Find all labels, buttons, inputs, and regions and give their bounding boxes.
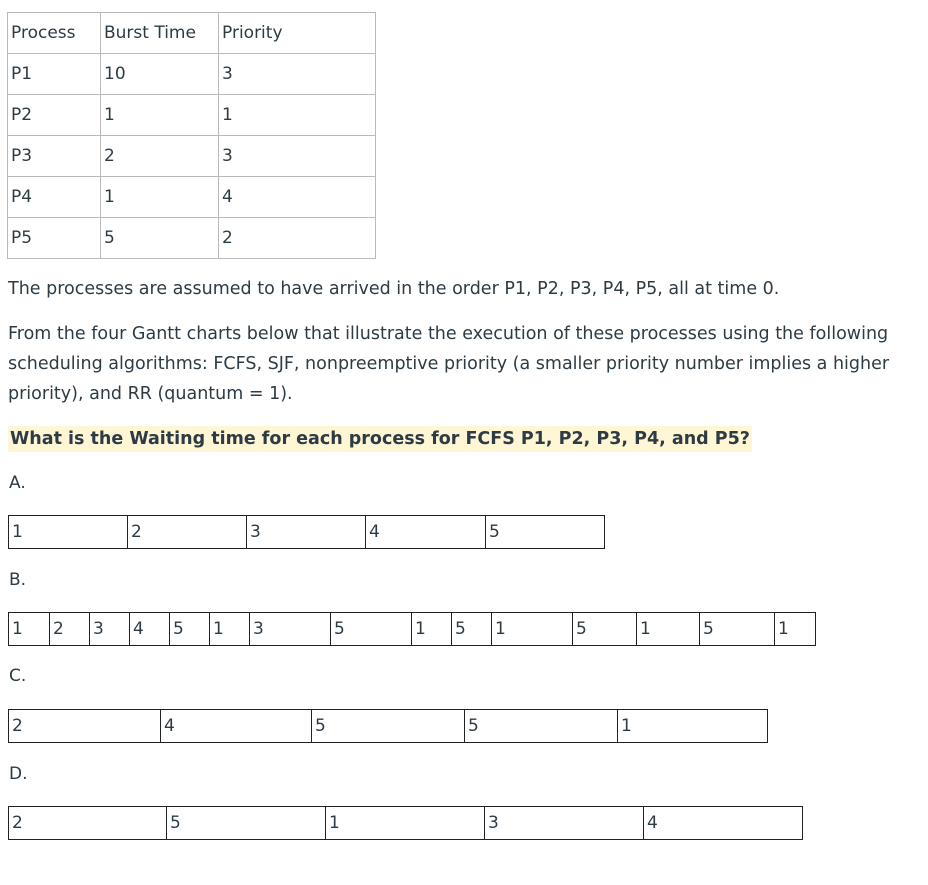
table-cell: 10 <box>101 54 219 95</box>
gantt-cell: 5 <box>485 516 500 548</box>
table-cell: 3 <box>219 54 376 95</box>
table-cell: 2 <box>219 218 376 259</box>
question-text: What is the Waiting time for each process for FCFS P1, P2, P3, P4, and P5? <box>8 426 752 452</box>
gantt-cell: 5 <box>330 613 345 645</box>
table-cell: 1 <box>101 177 219 218</box>
gantt-cell: 2 <box>12 813 23 833</box>
gantt-cell: 2 <box>127 516 142 548</box>
gantt-cell: 4 <box>643 807 658 839</box>
table-cell: 1 <box>219 95 376 136</box>
gantt-cell: 5 <box>451 613 466 645</box>
gantt-chart-b[interactable] <box>8 612 816 646</box>
option-c-label[interactable]: C. <box>9 666 27 686</box>
gantt-chart-c[interactable] <box>8 709 768 743</box>
table-cell: P2 <box>8 95 101 136</box>
gantt-cell: 1 <box>617 710 632 742</box>
process-table <box>7 12 376 259</box>
gantt-cell: 5 <box>699 613 714 645</box>
arrival-order-text: The processes are assumed to have arrived in the order P1, P2, P3, P4, P5, all at time 0. <box>8 279 780 299</box>
column-header: Burst Time <box>101 13 219 54</box>
gantt-cell: 1 <box>491 613 506 645</box>
option-a-label[interactable]: A. <box>9 473 26 493</box>
option-d-label[interactable]: D. <box>9 764 28 784</box>
table-row <box>8 177 376 218</box>
gantt-cell: 5 <box>572 613 587 645</box>
table-row <box>8 95 376 136</box>
table-row <box>8 218 376 259</box>
gantt-cell: 3 <box>246 516 261 548</box>
gantt-chart-a[interactable] <box>8 515 605 549</box>
table-row <box>8 54 376 95</box>
table-header-row <box>8 13 376 54</box>
gantt-cell: 1 <box>774 613 789 645</box>
gantt-cell: 4 <box>365 516 380 548</box>
gantt-cell: 1 <box>325 807 340 839</box>
gantt-cell: 1 <box>12 619 23 639</box>
table-cell: P4 <box>8 177 101 218</box>
gantt-chart-d[interactable] <box>8 806 803 840</box>
table-cell: P5 <box>8 218 101 259</box>
gantt-cell: 3 <box>484 807 499 839</box>
gantt-cell: 4 <box>129 613 144 645</box>
gantt-cell: 1 <box>209 613 224 645</box>
gantt-cell: 5 <box>169 613 184 645</box>
gantt-cell: 1 <box>636 613 651 645</box>
table-row <box>8 136 376 177</box>
gantt-cell: 1 <box>411 613 426 645</box>
table-cell: P1 <box>8 54 101 95</box>
instructions-text: From the four Gantt charts below that illustrate the execution of these processes using the following scheduling algorithms: FCFS, SJF, nonpreemptive priority (a smaller priority number implies a higher priority), and RR (quantum = 1). <box>8 324 890 404</box>
column-header: Priority <box>219 13 376 54</box>
column-header: Process <box>8 13 101 54</box>
gantt-cell: 2 <box>49 613 64 645</box>
table-cell: P3 <box>8 136 101 177</box>
gantt-cell: 5 <box>464 710 479 742</box>
table-cell: 3 <box>219 136 376 177</box>
table-cell: 1 <box>101 95 219 136</box>
gantt-cell: 3 <box>249 613 264 645</box>
option-b-label[interactable]: B. <box>9 570 27 590</box>
table-cell: 4 <box>219 177 376 218</box>
table-cell: 5 <box>101 218 219 259</box>
gantt-cell: 1 <box>12 522 23 542</box>
table-cell: 2 <box>101 136 219 177</box>
gantt-cell: 4 <box>160 710 175 742</box>
gantt-cell: 5 <box>166 807 181 839</box>
gantt-cell: 5 <box>311 710 326 742</box>
gantt-cell: 2 <box>12 716 23 736</box>
gantt-cell: 3 <box>89 613 104 645</box>
